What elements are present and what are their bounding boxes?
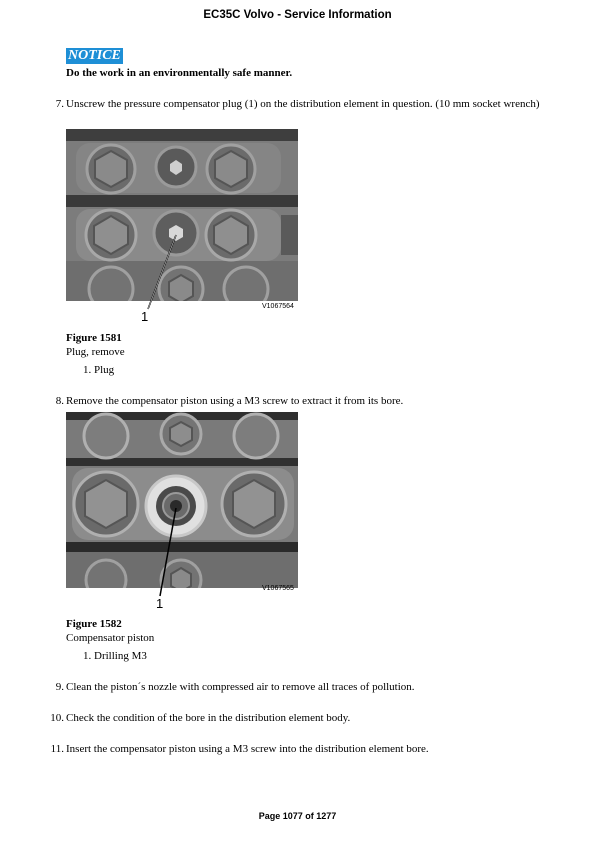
notice-text: Do the work in an environmentally safe manner. — [66, 67, 293, 79]
page-header: EC35C Volvo - Service Information — [203, 9, 392, 21]
figure-1582-caption: Compensator piston — [66, 632, 155, 644]
figure-1581-title: Figure 1581 — [66, 332, 122, 344]
figure-1582-callout: 1 — [156, 596, 164, 611]
figure-1582-title: Figure 1582 — [66, 618, 122, 630]
notice-label: NOTICE — [68, 48, 121, 63]
figure-1581-caption: Plug, remove — [66, 346, 125, 358]
figure-1581-item: 1. Plug — [83, 364, 115, 376]
figure-1582-ref: V1067565 — [262, 585, 294, 592]
step-number: 8. — [55, 395, 64, 407]
figure-1581-ref: V1067564 — [262, 303, 294, 310]
step-text: Insert the compensator piston using a M3 screw into the distribution element bore. — [66, 743, 429, 755]
step-number: 10. — [50, 712, 64, 724]
figure-1582-photo — [66, 412, 298, 612]
step-number: 7. — [55, 98, 64, 110]
step-text: Check the condition of the bore in the distribution element body. — [66, 712, 351, 724]
figure-1582-item: 1. Drilling M3 — [83, 650, 147, 662]
step-text: Clean the piston´s nozzle with compressed air to remove all traces of pollution. — [66, 681, 415, 693]
step-text: Remove the compensator piston using a M3 screw to extract it from its bore. — [66, 395, 404, 407]
figure-1581-callout: 1 — [141, 309, 149, 324]
step-number: 11. — [50, 743, 64, 755]
figure-1581-photo — [66, 129, 298, 325]
step-number: 9. — [55, 681, 64, 693]
step-text: Unscrew the pressure compensator plug (1) on the distribution element in question. (10 mm socket wrench) — [66, 98, 540, 110]
page-footer: Page 1077 of 1277 — [258, 811, 337, 821]
